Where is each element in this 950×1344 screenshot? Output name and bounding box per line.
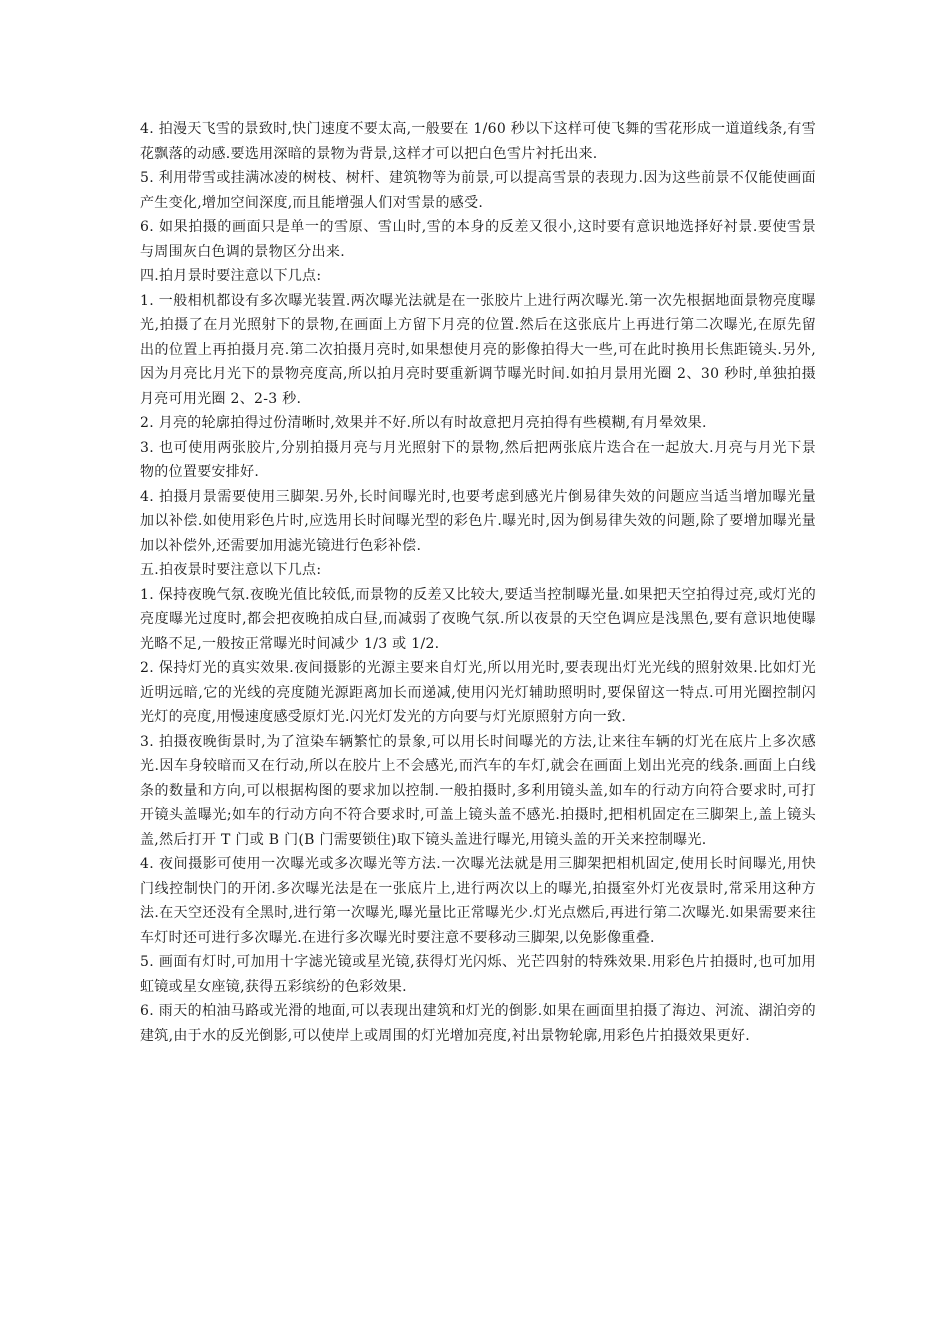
- paragraph-snow-4: 4. 拍漫天飞雪的景致时,快门速度不要太高,一般要在 1/60 秒以下这样可使飞舞的雪花形成一道道线条,有雪花飘落的动感.要选用深暗的景物为背景,这样才可以把白色雪片衬托出来.: [140, 121, 816, 162]
- paragraph-night-6: 6. 雨天的柏油马路或光滑的地面,可以表现出建筑和灯光的倒影.如果在画面里拍摄了海边、河流、湖泊旁的建筑,由于水的反光倒影,可以使岸上或周围的灯光增加亮度,衬出景物轮廓,用彩色片拍摄效果更好.: [140, 1003, 816, 1044]
- document-page: [140, 117, 816, 1048]
- paragraph-night-2: 2. 保持灯光的真实效果.夜间摄影的光源主要来自灯光,所以用光时,要表现出灯光光线的照射效果.比如灯光近明远暗,它的光线的亮度随光源距离加长而递减,使用闪光灯辅助照明时,要保留这一特点.可用光圈控制闪光灯的亮度,用慢速度感受原灯光.闪光灯发光的方向要与灯光原照射方向一致.: [140, 660, 816, 725]
- section-heading-moon: 四.拍月景时要注意以下几点:: [140, 268, 322, 284]
- section-heading-night: 五.拍夜景时要注意以下几点:: [140, 562, 322, 578]
- paragraph-moon-3: 3. 也可使用两张胶片,分别拍摄月亮与月光照射下的景物,然后把两张底片迭合在一起放大.月亮与月光下景物的位置要安排好.: [140, 439, 816, 480]
- paragraph-night-3: 3. 拍摄夜晚街景时,为了渲染车辆繁忙的景象,可以用长时间曝光的方法,让来往车辆的灯光在底片上多次感光.因车身较暗而又在行动,所以在胶片上不会感光,而汽车的车灯,就会在画面上划出光亮的线条.画面上白线条的数量和方向,可以根据构图的要求加以控制.一般拍摄时,多利用镜头盖,如车的行动方向符合要求时,可打开镜头盖曝光;如车的行动方向不符合要求时,可盖上镜头盖不感光.拍摄时,把相机固定在三脚架上,盖上镜头盖,然后打开 T 门或 B 门(B 门需要锁住)取下镜头盖进行曝光,用镜头盖的开关来控制曝光.: [140, 733, 816, 848]
- paragraph-night-1: 1. 保持夜晚气氛.夜晚光值比较低,而景物的反差又比较大,要适当控制曝光量.如果把天空拍得过亮,或灯光的亮度曝光过度时,都会把夜晚拍成白昼,而减弱了夜晚气氛.所以夜景的天空色调应是浅黑色,要有意识地使曝光略不足,一般按正常曝光时间减少 1/3 或 1/2.: [140, 586, 816, 652]
- paragraph-moon-1: 1. 一般相机都设有多次曝光装置.两次曝光法就是在一张胶片上进行两次曝光.第一次先根据地面景物亮度曝光,拍摄了在月光照射下的景物,在画面上方留下月亮的位置.然后在这张底片上再进行第二次曝光,在原先留出的位置上再拍摄月亮.第二次拍摄月亮时,如果想使月亮的影像拍得大一些,可在此时换用长焦距镜头.另外,因为月亮比月光下的景物亮度高,所以拍月亮时要重新调节曝光时间.如拍月景用光圈 2、30 秒时,单独拍摄月亮可用光圈 2、2-3 秒.: [140, 292, 816, 407]
- paragraph-night-5: 5. 画面有灯时,可加用十字滤光镜或星光镜,获得灯光闪烁、光芒四射的特殊效果.用彩色片拍摄时,也可加用虹镜或星女座镜,获得五彩缤纷的色彩效果.: [140, 954, 816, 995]
- paragraph-snow-6: 6. 如果拍摄的画面只是单一的雪原、雪山时,雪的本身的反差又很小,这时要有意识地选择好衬景.要使雪景与周围灰白色调的景物区分出来.: [140, 219, 816, 260]
- paragraph-snow-5: 5. 利用带雪或挂满冰凌的树枝、树杆、建筑物等为前景,可以提高雪景的表现力.因为这些前景不仅能使画面产生变化,增加空间深度,而且能增强人们对雪景的感受.: [140, 170, 816, 211]
- paragraph-moon-2: 2. 月亮的轮廓拍得过份清晰时,效果并不好.所以有时故意把月亮拍得有些模糊,有月晕效果.: [140, 415, 707, 431]
- paragraph-moon-4: 4. 拍摄月景需要使用三脚架.另外,长时间曝光时,也要考虑到感光片倒易律失效的问题应当适当增加曝光量加以补偿.如使用彩色片时,应选用长时间曝光型的彩色片.曝光时,因为倒易律失效的问题,除了要增加曝光量加以补偿外,还需要加用滤光镜进行色彩补偿.: [140, 488, 816, 554]
- paragraph-night-4: 4. 夜间摄影可使用一次曝光或多次曝光等方法.一次曝光法就是用三脚架把相机固定,使用长时间曝光,用快门线控制快门的开闭.多次曝光法是在一张底片上,进行两次以上的曝光,拍摄室外灯光夜景时,常采用这种方法.在天空还没有全黑时,进行第一次曝光,曝光量比正常曝光少.灯光点燃后,再进行第二次曝光.如果需要来往车灯时还可进行多次曝光.在进行多次曝光时要注意不要移动三脚架,以免影像重叠.: [140, 856, 816, 946]
